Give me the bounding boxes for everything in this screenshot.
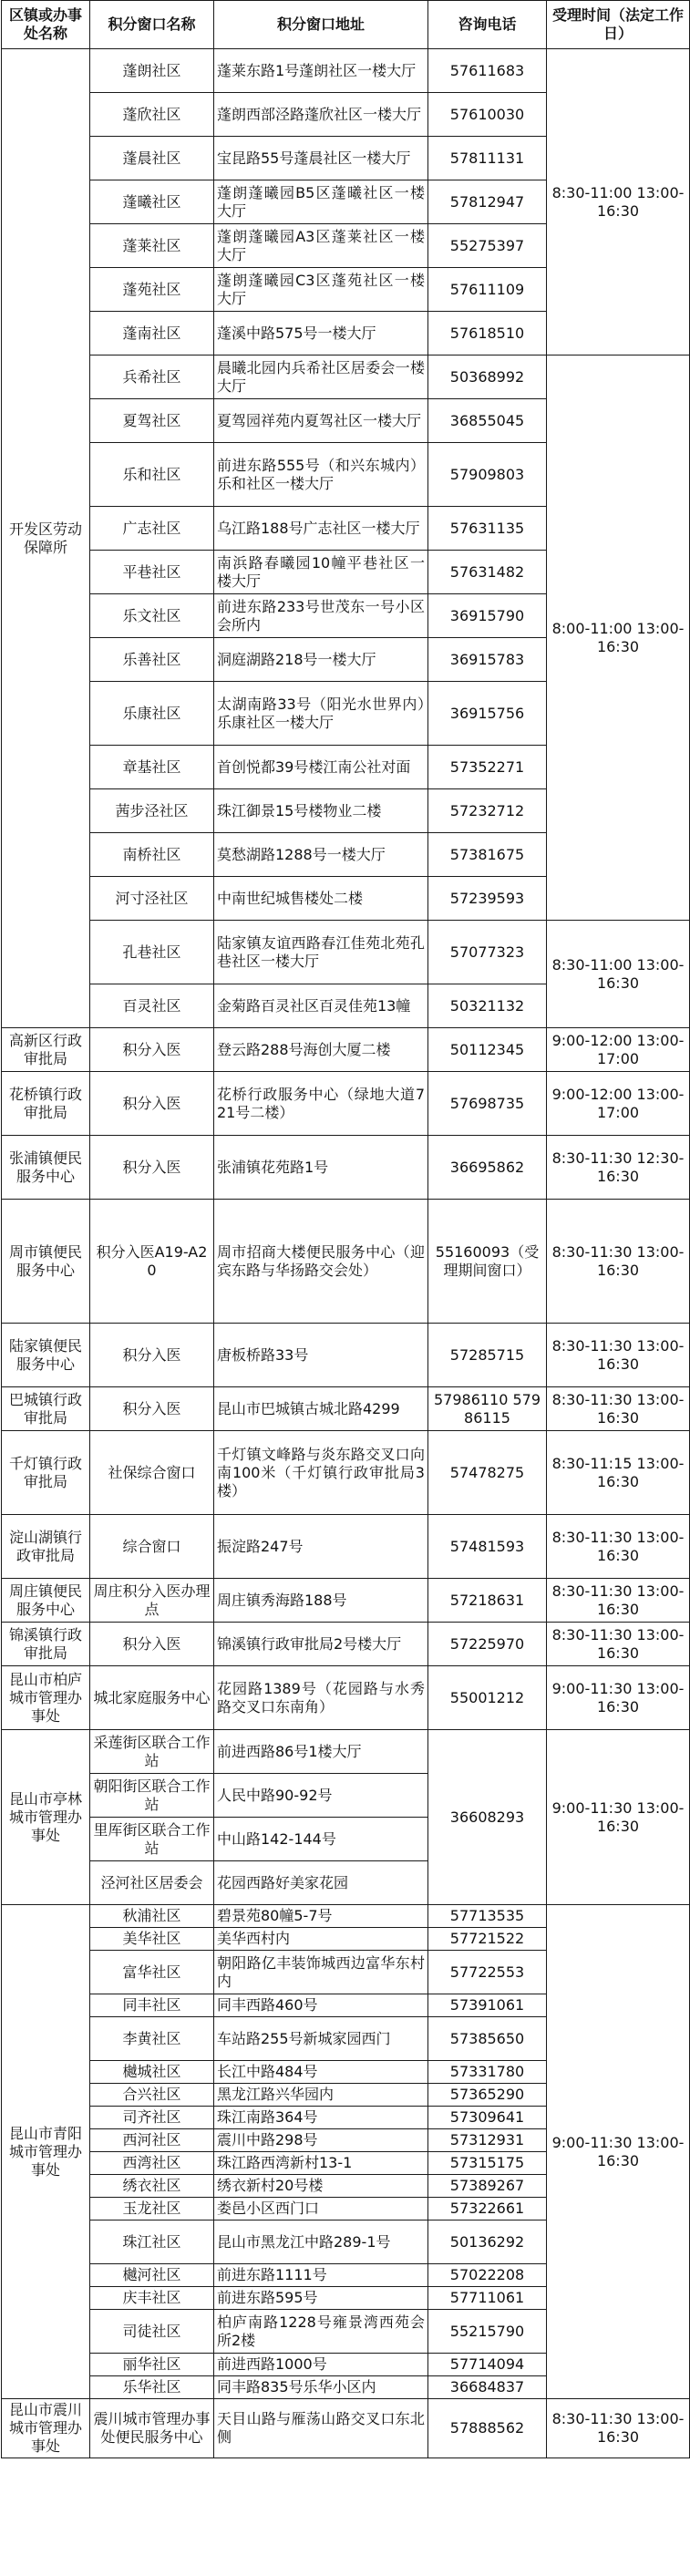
phone-cell: 57811131: [428, 137, 547, 180]
window-name-cell: 蓬南社区: [90, 312, 214, 355]
phone-cell: 57478275: [428, 1431, 547, 1515]
district-cell: 昆山市柏庐城市管理办事处: [2, 1666, 90, 1730]
window-name-cell: 泾河社区居委会: [90, 1861, 214, 1905]
window-name-cell: 茜步泾社区: [90, 789, 214, 833]
window-address-cell: 蓬朗西部泾路蓬欣社区一楼大厅: [214, 93, 428, 137]
phone-cell: 55215790: [428, 2310, 547, 2354]
phone-cell: 57713535: [428, 1905, 547, 1928]
window-name-cell: 里厍街区联合工作站: [90, 1818, 214, 1861]
window-address-cell: 登云路288号海创大厦二楼: [214, 1028, 428, 1072]
district-cell: 高新区行政审批局: [2, 1028, 90, 1072]
window-name-cell: 河寸泾社区: [90, 877, 214, 921]
window-address-cell: 振淀路247号: [214, 1515, 428, 1579]
window-address-cell: 震川中路298号: [214, 2129, 428, 2152]
window-name-cell: 司徒社区: [90, 2310, 214, 2354]
window-name-cell: 合兴社区: [90, 2084, 214, 2107]
window-name-cell: 积分入医: [90, 1028, 214, 1072]
phone-cell: 57077323: [428, 921, 547, 984]
window-name-cell: 蓬朗社区: [90, 49, 214, 93]
district-cell: 昆山市亭林城市管理办事处: [2, 1730, 90, 1905]
window-name-cell: 积分入医: [90, 1072, 214, 1136]
phone-cell: 57389267: [428, 2175, 547, 2198]
district-cell: 周市镇便民服务中心: [2, 1200, 90, 1324]
window-name-cell: 乐华社区: [90, 2376, 214, 2399]
table-body: [2, 49, 690, 2458]
phone-cell: 57611109: [428, 268, 547, 312]
district-cell: 淀山湖镇行政审批局: [2, 1515, 90, 1579]
window-name-cell: 积分入医: [90, 1387, 214, 1431]
table-row: [2, 1623, 690, 1666]
header-phone: 咨询电话: [428, 1, 547, 49]
window-address-cell: 前进东路233号世茂东一号小区会所内: [214, 594, 428, 638]
window-address-cell: 娄邑小区西门口: [214, 2198, 428, 2221]
window-address-cell: 前进东路595号: [214, 2287, 428, 2310]
window-address-cell: 金菊路百灵社区百灵佳苑13幢: [214, 984, 428, 1028]
phone-cell: 50321132: [428, 984, 547, 1028]
phone-cell: 57986110 57986115: [428, 1387, 547, 1431]
hours-cell: 8:30-11:15 13:00-16:30: [547, 1431, 690, 1515]
window-address-cell: 蓬莱东路1号蓬朗社区一楼大厅: [214, 49, 428, 93]
phone-cell: 57711061: [428, 2287, 547, 2310]
window-address-cell: 花桥行政服务中心（绿地大道721号二楼）: [214, 1072, 428, 1136]
window-address-cell: 花园西路好美家花园: [214, 1861, 428, 1905]
hours-cell: 8:30-11:30 13:00-16:30: [547, 1200, 690, 1324]
phone-cell: 36608293: [428, 1730, 547, 1905]
district-cell: 陆家镇便民服务中心: [2, 1324, 90, 1387]
window-address-cell: 莫愁湖路1288号一楼大厅: [214, 833, 428, 877]
window-name-cell: 平巷社区: [90, 551, 214, 594]
window-address-cell: 同丰路835号乐华小区内: [214, 2376, 428, 2399]
window-name-cell: 乐善社区: [90, 638, 214, 682]
window-name-cell: 富华社区: [90, 1951, 214, 1994]
window-address-cell: 中山路142-144号: [214, 1818, 428, 1861]
window-name-cell: 乐康社区: [90, 682, 214, 746]
phone-cell: 57888562: [428, 2399, 547, 2458]
table-row: [2, 921, 690, 984]
phone-cell: 57631482: [428, 551, 547, 594]
hours-cell: 8:30-11:30 13:00-16:30: [547, 1324, 690, 1387]
window-address-cell: 洞庭湖路218号一楼大厅: [214, 638, 428, 682]
phone-cell: 57481593: [428, 1515, 547, 1579]
window-name-cell: 夏驾社区: [90, 399, 214, 443]
phone-cell: 50368992: [428, 355, 547, 399]
window-address-cell: 珠江路西湾新村13-1: [214, 2152, 428, 2175]
window-address-cell: 太湖南路33号（阳光水世界内）乐康社区一楼大厅: [214, 682, 428, 746]
district-cell: 昆山市震川城市管理办事处: [2, 2399, 90, 2458]
window-address-cell: 前进西路86号1楼大厅: [214, 1730, 428, 1774]
window-name-cell: 美华社区: [90, 1928, 214, 1951]
window-name-cell: 西湾社区: [90, 2152, 214, 2175]
phone-cell: 57381675: [428, 833, 547, 877]
window-address-cell: 南浜路春曦园10幢平巷社区一楼大厅: [214, 551, 428, 594]
phone-cell: 57022208: [428, 2264, 547, 2287]
window-address-cell: 车站路255号新城家园西门: [214, 2017, 428, 2061]
window-address-cell: 前进东路1111号: [214, 2264, 428, 2287]
window-address-cell: 晨曦北园内兵希社区居委会一楼大厅: [214, 355, 428, 399]
hours-cell: 9:00-11:30 13:00-16:30: [547, 1730, 690, 1905]
window-name-cell: 周庄积分入医办理点: [90, 1579, 214, 1623]
hours-cell: 9:00-11:30 13:00-16:30: [547, 1905, 690, 2399]
phone-cell: 57721522: [428, 1928, 547, 1951]
district-cell: 张浦镇便民服务中心: [2, 1136, 90, 1200]
phone-cell: 57714094: [428, 2354, 547, 2376]
window-address-cell: 碧景苑80幢5-7号: [214, 1905, 428, 1928]
district-cell: 花桥镇行政审批局: [2, 1072, 90, 1136]
phone-cell: 50112345: [428, 1028, 547, 1072]
phone-cell: 57909803: [428, 443, 547, 507]
phone-cell: 36915783: [428, 638, 547, 682]
table-row: [2, 1028, 690, 1072]
window-name-cell: 百灵社区: [90, 984, 214, 1028]
window-name-cell: 玉龙社区: [90, 2198, 214, 2221]
phone-cell: 55275397: [428, 224, 547, 268]
table-row: [2, 355, 690, 399]
window-address-cell: 人民中路90-92号: [214, 1774, 428, 1818]
window-name-cell: 朝阳街区联合工作站: [90, 1774, 214, 1818]
phone-cell: 57322661: [428, 2198, 547, 2221]
window-name-cell: 樾城社区: [90, 2061, 214, 2084]
table-row: [2, 1579, 690, 1623]
points-window-table: [1, 0, 690, 2458]
window-address-cell: 珠江御景15号楼物业二楼: [214, 789, 428, 833]
table-row: [2, 1072, 690, 1136]
window-address-cell: 蓬朗蓬曦园A3区蓬莱社区一楼大厅: [214, 224, 428, 268]
window-address-cell: 同丰西路460号: [214, 1994, 428, 2017]
phone-cell: 57285715: [428, 1324, 547, 1387]
window-address-cell: 前进东路555号（和兴东城内）乐和社区一楼大厅: [214, 443, 428, 507]
district-cell: 开发区劳动保障所: [2, 49, 90, 1028]
window-address-cell: 周市招商大楼便民服务中心（迎宾东路与华扬路交会处）: [214, 1200, 428, 1324]
window-name-cell: 积分入医: [90, 1623, 214, 1666]
phone-cell: 57239593: [428, 877, 547, 921]
phone-cell: 36915756: [428, 682, 547, 746]
hours-cell: 8:30-11:00 13:00-16:30: [547, 49, 690, 355]
phone-cell: 55160093（受理期间窗口）: [428, 1200, 547, 1324]
window-name-cell: 蓬莱社区: [90, 224, 214, 268]
phone-cell: 57812947: [428, 180, 547, 224]
window-name-cell: 社保综合窗口: [90, 1431, 214, 1515]
phone-cell: 57631135: [428, 507, 547, 551]
window-address-cell: 锦溪镇行政审批局2号楼大厅: [214, 1623, 428, 1666]
window-address-cell: 珠江南路364号: [214, 2107, 428, 2129]
table-row: [2, 1515, 690, 1579]
window-address-cell: 夏驾园祥苑内夏驾社区一楼大厅: [214, 399, 428, 443]
phone-cell: 55001212: [428, 1666, 547, 1730]
window-name-cell: 同丰社区: [90, 1994, 214, 2017]
phone-cell: 57232712: [428, 789, 547, 833]
phone-cell: 50136292: [428, 2221, 547, 2264]
hours-cell: 9:00-11:30 13:00-16:30: [547, 1666, 690, 1730]
table-row: [2, 1324, 690, 1387]
window-name-cell: 南桥社区: [90, 833, 214, 877]
window-name-cell: 城北家庭服务中心: [90, 1666, 214, 1730]
hours-cell: 8:30-11:00 13:00-16:30: [547, 921, 690, 1028]
hours-cell: 8:30-11:30 13:00-16:30: [547, 2399, 690, 2458]
phone-cell: 57331780: [428, 2061, 547, 2084]
phone-cell: 57391061: [428, 1994, 547, 2017]
window-address-cell: 蓬朗蓬曦园C3区蓬苑社区一楼大厅: [214, 268, 428, 312]
table-row: [2, 1136, 690, 1200]
window-address-cell: 天目山路与雁荡山路交叉口东北侧: [214, 2399, 428, 2458]
window-name-cell: 积分入医: [90, 1136, 214, 1200]
table-row: [2, 1666, 690, 1730]
phone-cell: 57352271: [428, 746, 547, 789]
window-name-cell: 绣衣社区: [90, 2175, 214, 2198]
hours-cell: 9:00-12:00 13:00-17:00: [547, 1072, 690, 1136]
window-address-cell: 周庄镇秀海路188号: [214, 1579, 428, 1623]
window-address-cell: 昆山市黑龙江中路289-1号: [214, 2221, 428, 2264]
hours-cell: 9:00-12:00 13:00-17:00: [547, 1028, 690, 1072]
phone-cell: 36695862: [428, 1136, 547, 1200]
phone-cell: 57698735: [428, 1072, 547, 1136]
window-name-cell: 乐文社区: [90, 594, 214, 638]
window-address-cell: 花园路1389号（花园路与水秀路交叉口东南角）: [214, 1666, 428, 1730]
table-row: [2, 1200, 690, 1324]
window-address-cell: 千灯镇文峰路与炎东路交叉口向南100米（千灯镇行政审批局3楼）: [214, 1431, 428, 1515]
window-name-cell: 珠江社区: [90, 2221, 214, 2264]
window-address-cell: 美华西村内: [214, 1928, 428, 1951]
window-name-cell: 章基社区: [90, 746, 214, 789]
phone-cell: 57618510: [428, 312, 547, 355]
phone-cell: 57315175: [428, 2152, 547, 2175]
window-name-cell: 震川城市管理办事处便民服务中心: [90, 2399, 214, 2458]
window-name-cell: 乐和社区: [90, 443, 214, 507]
hours-cell: 8:30-11:30 13:00-16:30: [547, 1623, 690, 1666]
window-address-cell: 绣衣新村20号楼: [214, 2175, 428, 2198]
window-address-cell: 张浦镇花苑路1号: [214, 1136, 428, 1200]
window-address-cell: 唐板桥路33号: [214, 1324, 428, 1387]
hours-cell: 8:00-11:00 13:00-16:30: [547, 355, 690, 921]
header-district: 区镇或办事处名称: [2, 1, 90, 49]
window-name-cell: 积分入医: [90, 1324, 214, 1387]
table-row: [2, 1730, 690, 1774]
window-address-cell: 前进西路1000号: [214, 2354, 428, 2376]
table-row: [2, 1387, 690, 1431]
hours-cell: 8:30-11:30 13:00-16:30: [547, 1387, 690, 1431]
window-address-cell: 蓬溪中路575号一楼大厅: [214, 312, 428, 355]
table-row: [2, 1905, 690, 1928]
phone-cell: 36855045: [428, 399, 547, 443]
window-address-cell: 首创悦都39号楼江南公社对面: [214, 746, 428, 789]
window-address-cell: 朝阳路亿丰装饰城西边富华东村内: [214, 1951, 428, 1994]
window-name-cell: 司齐社区: [90, 2107, 214, 2129]
window-address-cell: 昆山市巴城镇古城北路4299: [214, 1387, 428, 1431]
window-name-cell: 蓬曦社区: [90, 180, 214, 224]
window-name-cell: 蓬晨社区: [90, 137, 214, 180]
hours-cell: 8:30-11:30 13:00-16:30: [547, 1579, 690, 1623]
phone-cell: 36684837: [428, 2376, 547, 2399]
phone-cell: 57610030: [428, 93, 547, 137]
phone-cell: 57611683: [428, 49, 547, 93]
table-row: [2, 2399, 690, 2458]
window-address-cell: 陆家镇友谊西路春江佳苑北苑孔巷社区一楼大厅: [214, 921, 428, 984]
header-window-name: 积分窗口名称: [90, 1, 214, 49]
window-address-cell: 中南世纪城售楼处二楼: [214, 877, 428, 921]
table-row: [2, 1431, 690, 1515]
window-name-cell: 李黄社区: [90, 2017, 214, 2061]
window-name-cell: 积分入医A19-A20: [90, 1200, 214, 1324]
district-cell: 昆山市青阳城市管理办事处: [2, 1905, 90, 2399]
table-header-row: [2, 1, 690, 49]
window-name-cell: 孔巷社区: [90, 921, 214, 984]
phone-cell: 57722553: [428, 1951, 547, 1994]
phone-cell: 57309641: [428, 2107, 547, 2129]
district-cell: 锦溪镇行政审批局: [2, 1623, 90, 1666]
window-address-cell: 黑龙江路兴华园内: [214, 2084, 428, 2107]
phone-cell: 57365290: [428, 2084, 547, 2107]
header-hours: 受理时间（法定工作日）: [547, 1, 690, 49]
window-address-cell: 宝昆路55号蓬晨社区一楼大厅: [214, 137, 428, 180]
window-address-cell: 乌江路188号广志社区一楼大厅: [214, 507, 428, 551]
district-cell: 千灯镇行政审批局: [2, 1431, 90, 1515]
window-address-cell: 蓬朗蓬曦园B5区蓬曦社区一楼大厅: [214, 180, 428, 224]
hours-cell: 8:30-11:30 13:00-16:30: [547, 1515, 690, 1579]
phone-cell: 57385650: [428, 2017, 547, 2061]
window-name-cell: 秋浦社区: [90, 1905, 214, 1928]
phone-cell: 57225970: [428, 1623, 547, 1666]
window-address-cell: 长江中路484号: [214, 2061, 428, 2084]
window-name-cell: 蓬苑社区: [90, 268, 214, 312]
district-cell: 周庄镇便民服务中心: [2, 1579, 90, 1623]
header-window-address: 积分窗口地址: [214, 1, 428, 49]
window-name-cell: 庆丰社区: [90, 2287, 214, 2310]
window-name-cell: 丽华社区: [90, 2354, 214, 2376]
window-name-cell: 蓬欣社区: [90, 93, 214, 137]
table-row: [2, 49, 690, 93]
phone-cell: 57312931: [428, 2129, 547, 2152]
phone-cell: 57218631: [428, 1579, 547, 1623]
hours-cell: 8:30-11:30 12:30-16:30: [547, 1136, 690, 1200]
district-cell: 巴城镇行政审批局: [2, 1387, 90, 1431]
window-name-cell: 采莲街区联合工作站: [90, 1730, 214, 1774]
window-name-cell: 综合窗口: [90, 1515, 214, 1579]
window-address-cell: 柏庐南路1228号雍景湾西苑会所2楼: [214, 2310, 428, 2354]
window-name-cell: 西河社区: [90, 2129, 214, 2152]
window-name-cell: 樾河社区: [90, 2264, 214, 2287]
window-name-cell: 兵希社区: [90, 355, 214, 399]
window-name-cell: 广志社区: [90, 507, 214, 551]
phone-cell: 36915790: [428, 594, 547, 638]
